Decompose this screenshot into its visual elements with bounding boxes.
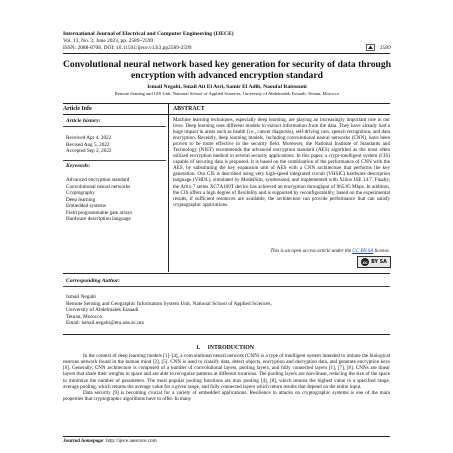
journal-name: International Journal of Electrical and Computer Engineering (IJECE): [63, 31, 234, 37]
page-number: 2589: [380, 45, 391, 51]
keyword-item: Hardware description language: [66, 216, 131, 222]
journal-homepage: [63, 438, 157, 444]
header-rule: [63, 53, 390, 54]
keyword-item: Convolutional neural networks: [66, 183, 131, 190]
homepage-url[interactable]: : http://ijece.iaescore.com: [103, 438, 157, 444]
keyword-item: Field programmable gate arrays: [66, 209, 133, 216]
history-rule: [63, 126, 166, 127]
cc-badge-label: BY SA: [371, 259, 387, 265]
corresponding-end-rule: [63, 334, 390, 335]
keyword-item: Embedded systems: [66, 203, 106, 209]
paper-title: Convolutional neural network based key generation for security of data through encryption with advanced encryption standard: [63, 59, 391, 82]
corresponding-unit: Remote Sensing and Geographic Information System Unit, National School of Applied Sciences,: [66, 300, 272, 307]
intro-paragraph: Data security [9] is becoming crucial for a variety of embedded applications. Resilience to attacks on cryptographic systems is one of the main properties that cryptographic algorithms have to offer. In many: [63, 389, 390, 403]
keyword-item: Deep learning: [66, 196, 96, 203]
keyword-item: Cryptography: [66, 190, 95, 196]
keywords-title: Keywords:: [66, 163, 91, 169]
column-separator: [168, 104, 169, 272]
info-top-rule: [63, 103, 390, 104]
keywords-rule: [63, 160, 166, 161]
volume-info: Vol. 13, No. 3, June 2023, pp. 2589~2599: [63, 38, 154, 44]
corresponding-university: University of Abdelmalek Essaadi: [66, 307, 139, 313]
affiliation: Remote Sensing and GIS Unit, National School of Applied Sciences, University of Abdelmalek Essaadi, Tetuan, Morocco: [114, 91, 340, 96]
history-received: Received Apr 4, 2022: [66, 135, 112, 141]
corresponding-title: Corresponding Author:: [66, 278, 121, 284]
introduction-body: [63, 353, 390, 402]
issn-doi: ISSN: 2088-8708, DOI: 10.11591/ijece.v13i3.pp2589-2599: [63, 45, 192, 51]
abstract-text: Machine learning techniques, especially deep learning, are playing an increasingly important role in our lives. Deep learning uses different models to extract information from the data. They have already had a huge impact in areas such as health (i.e., cancer diagnosis), self-driving cars, speech recognition, and data encryption. Recently, deep learning models, including convolutional neural networks (CNN), have been proven to be more effective in the security field. Moreover, the National Institute of Standards and Technology (NIST) recommends the advanced encryption standard (AES) algorithm as the most often utilized encryption method in several security applications. In this paper, a crypt-intelligent system (CIS) capable of securing data is proposed. It is based on the combination of the performance of CNN with the AES, by substituting the key expansion unit of AES with a CNN architecture that performs the key generation. Our CIS is described using very high-speed integrated circuit (VHSIC) hardware description language (VHDL), simulated by ModelSim, synthesized, and implemented with Xilinx ISE 14.7. Finally, the Artix-7 series XC7A100T device has achieved an encryption throughput of 965.85 Mbps. In addition, the CIS offers a high degree of flexibility and is supported by reconfigurability, based on the experimental results, if sufficient resources are available, the architecture can provide performance that can satisfy cryptographic applications.: [173, 117, 390, 208]
authors: Ismail Negabi, Smail Ait El Asri, Samir El Adib, Naoufal Raissouni: [147, 84, 307, 90]
cc-license-badge[interactable]: [357, 256, 391, 268]
cc-icon: cc: [362, 259, 368, 265]
history-title: Article history:: [66, 118, 101, 124]
corresponding-location: Tetuan, Morocco: [66, 313, 103, 320]
keyword-item: Advanced encryption standard: [66, 177, 130, 183]
corresponding-rule: [63, 286, 390, 287]
info-bottom-rule: [63, 273, 390, 274]
article-info-heading: Article Info: [63, 106, 92, 112]
abstract-heading: ABSTRACT: [173, 106, 205, 112]
history-revised: Revised Aug 5, 2022: [66, 141, 110, 148]
homepage-label: Journal homepage: [63, 438, 104, 444]
intro-paragraph: In the context of deep learning models [1]–[4], a convolutional neural network (CNN) is a type of intelligent system intended to imitate the biological neurons network found in the human mind [2], [5]. CNN is used to classify data, detect objects, encryption and decryption data, and generate encryption keys [6]. Generally, CNN architecture is composed of a number of convolutional layers, pooling layers, and fully connected layers [1], [7], [8]. CNNs are linear layers that share their weights in space and are able to recognize patterns at different locations. The pooling layers are non-linear, reducing the size of the space to minimize the number of parameters. The most popular pooling functions are max pooling [4], [8], which returns the highest value in a specified range, average pooling, which returns the average value for a given range, and fully connected layers which return results that depend on the entire input.: [63, 353, 390, 390]
info-header-rule: [63, 114, 390, 115]
license-text: This is an open access article under the: [270, 248, 352, 254]
corresponding-email[interactable]: Email: ismail.negabi@etu.uae.ac.ma: [66, 320, 144, 326]
footer-rule: [63, 436, 390, 437]
corresponding-name: Ismail Negabi: [66, 294, 96, 300]
license-statement: [173, 248, 390, 254]
history-accepted: Accepted Sep 2, 2022: [66, 148, 112, 154]
license-tail: license.: [374, 248, 390, 254]
introduction-heading: 1. INTRODUCTION: [196, 345, 254, 351]
license-link[interactable]: CC BY-SA: [352, 248, 374, 254]
journal-logo-icon: [366, 44, 375, 51]
